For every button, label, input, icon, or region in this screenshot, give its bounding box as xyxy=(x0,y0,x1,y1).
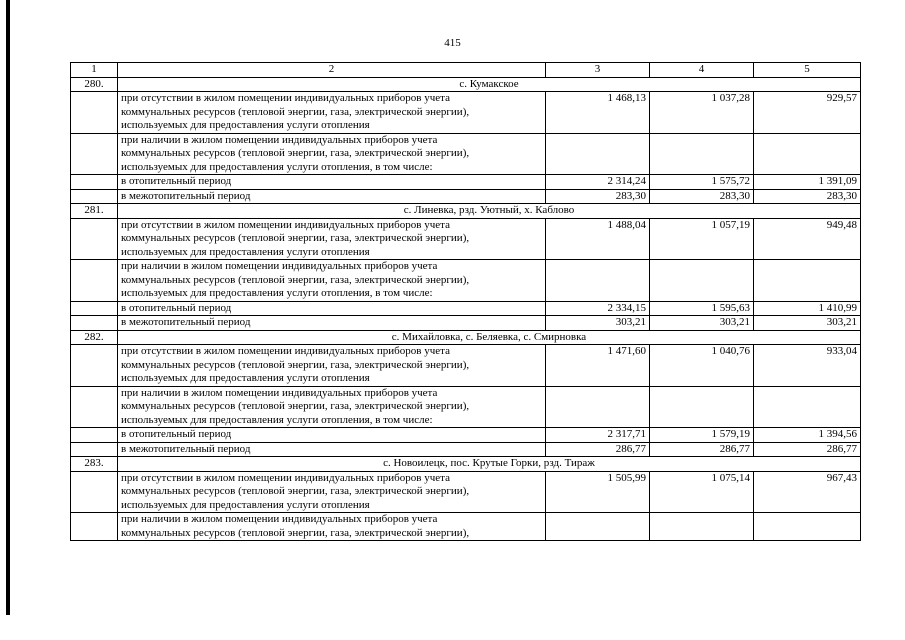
value-cell-col-3: 2 314,24 xyxy=(546,175,650,190)
description-cell: в межотопительный период xyxy=(118,316,546,331)
empty-number-cell xyxy=(71,513,118,541)
description-cell: при наличии в жилом помещении индивидуальных приборов учета коммунальных ресурсов (тепловой энергии, газа, электрической энергии), используемых для предоставления услуги отопления, в том числе: xyxy=(118,386,546,428)
table-row xyxy=(71,175,861,190)
value-cell-col-5 xyxy=(754,386,861,428)
empty-number-cell xyxy=(71,345,118,387)
empty-number-cell xyxy=(71,133,118,175)
group-header-row xyxy=(71,330,861,345)
value-cell-col-5: 933,04 xyxy=(754,345,861,387)
empty-number-cell xyxy=(71,442,118,457)
page-edge-bar xyxy=(6,0,10,615)
value-cell-col-3: 1 488,04 xyxy=(546,218,650,260)
description-cell: в межотопительный период xyxy=(118,442,546,457)
empty-number-cell xyxy=(71,175,118,190)
group-header-row xyxy=(71,457,861,472)
table-row xyxy=(71,218,861,260)
group-header-row xyxy=(71,204,861,219)
value-cell-col-5: 303,21 xyxy=(754,316,861,331)
value-cell-col-3 xyxy=(546,133,650,175)
table-row xyxy=(71,513,861,541)
value-cell-col-3: 1 468,13 xyxy=(546,92,650,134)
table-row xyxy=(71,301,861,316)
description-cell: при наличии в жилом помещении индивидуальных приборов учета коммунальных ресурсов (тепловой энергии, газа, электрической энергии), используемых для предоставления услуги отопления, в том числе: xyxy=(118,260,546,302)
value-cell-col-3 xyxy=(546,260,650,302)
empty-number-cell xyxy=(71,471,118,513)
tariff-table xyxy=(70,62,861,541)
page-number: 415 xyxy=(444,37,461,49)
table-row xyxy=(71,316,861,331)
empty-number-cell xyxy=(71,260,118,302)
value-cell-col-4: 303,21 xyxy=(650,316,754,331)
value-cell-col-5: 1 391,09 xyxy=(754,175,861,190)
description-cell: при наличии в жилом помещении индивидуальных приборов учета коммунальных ресурсов (тепловой энергии, газа, электрической энергии), используемых для предоставления услуги отопления, в том числе: xyxy=(118,133,546,175)
value-cell-col-5: 283,30 xyxy=(754,189,861,204)
value-cell-col-3: 283,30 xyxy=(546,189,650,204)
row-number: 283. xyxy=(71,457,118,472)
description-cell: при отсутствии в жилом помещении индивидуальных приборов учета коммунальных ресурсов (тепловой энергии, газа, электрической энергии), используемых для предоставления услуги отопления xyxy=(118,218,546,260)
value-cell-col-4: 283,30 xyxy=(650,189,754,204)
value-cell-col-3 xyxy=(546,513,650,541)
settlement-name: с. Михайловка, с. Беляевка, с. Смирновка xyxy=(118,330,861,345)
empty-number-cell xyxy=(71,301,118,316)
header-cell-1: 1 xyxy=(71,63,118,78)
row-number: 280. xyxy=(71,77,118,92)
row-number: 282. xyxy=(71,330,118,345)
empty-number-cell xyxy=(71,218,118,260)
row-number: 281. xyxy=(71,204,118,219)
description-cell: при наличии в жилом помещении индивидуальных приборов учета коммунальных ресурсов (тепловой энергии, газа, электрической энергии), xyxy=(118,513,546,541)
empty-number-cell xyxy=(71,428,118,443)
header-cell-5: 5 xyxy=(754,63,861,78)
value-cell-col-4 xyxy=(650,513,754,541)
value-cell-col-3: 2 317,71 xyxy=(546,428,650,443)
value-cell-col-5: 1 410,99 xyxy=(754,301,861,316)
description-cell: при отсутствии в жилом помещении индивидуальных приборов учета коммунальных ресурсов (тепловой энергии, газа, электрической энергии), используемых для предоставления услуги отопления xyxy=(118,471,546,513)
description-cell: в межотопительный период xyxy=(118,189,546,204)
table-row xyxy=(71,345,861,387)
value-cell-col-4 xyxy=(650,260,754,302)
value-cell-col-5: 929,57 xyxy=(754,92,861,134)
value-cell-col-4: 1 075,14 xyxy=(650,471,754,513)
value-cell-col-4: 1 037,28 xyxy=(650,92,754,134)
value-cell-col-5: 949,48 xyxy=(754,218,861,260)
settlement-name: с. Новоилецк, пос. Крутые Горки, рзд. Тираж xyxy=(118,457,861,472)
value-cell-col-5: 967,43 xyxy=(754,471,861,513)
value-cell-col-5: 1 394,56 xyxy=(754,428,861,443)
group-header-row xyxy=(71,77,861,92)
table-row xyxy=(71,386,861,428)
value-cell-col-3: 1 505,99 xyxy=(546,471,650,513)
settlement-name: с. Линевка, рзд. Уютный, х. Каблово xyxy=(118,204,861,219)
value-cell-col-5 xyxy=(754,133,861,175)
table-row xyxy=(71,471,861,513)
description-cell: при отсутствии в жилом помещении индивидуальных приборов учета коммунальных ресурсов (тепловой энергии, газа, электрической энергии), используемых для предоставления услуги отопления xyxy=(118,92,546,134)
value-cell-col-5: 286,77 xyxy=(754,442,861,457)
value-cell-col-3: 303,21 xyxy=(546,316,650,331)
header-cell-3: 3 xyxy=(546,63,650,78)
header-cell-2: 2 xyxy=(118,63,546,78)
description-cell: при отсутствии в жилом помещении индивидуальных приборов учета коммунальных ресурсов (тепловой энергии, газа, электрической энергии), используемых для предоставления услуги отопления xyxy=(118,345,546,387)
table-row xyxy=(71,189,861,204)
value-cell-col-5 xyxy=(754,513,861,541)
value-cell-col-3: 2 334,15 xyxy=(546,301,650,316)
value-cell-col-4 xyxy=(650,133,754,175)
header-row xyxy=(71,63,861,78)
value-cell-col-4: 286,77 xyxy=(650,442,754,457)
value-cell-col-4: 1 575,72 xyxy=(650,175,754,190)
value-cell-col-4: 1 040,76 xyxy=(650,345,754,387)
settlement-name: с. Кумакское xyxy=(118,77,861,92)
table-row xyxy=(71,92,861,134)
empty-number-cell xyxy=(71,189,118,204)
value-cell-col-3: 1 471,60 xyxy=(546,345,650,387)
value-cell-col-4: 1 595,63 xyxy=(650,301,754,316)
value-cell-col-3: 286,77 xyxy=(546,442,650,457)
value-cell-col-4: 1 057,19 xyxy=(650,218,754,260)
table-row xyxy=(71,428,861,443)
table-row xyxy=(71,260,861,302)
header-cell-4: 4 xyxy=(650,63,754,78)
description-cell: в отопительный период xyxy=(118,301,546,316)
empty-number-cell xyxy=(71,92,118,134)
table-row xyxy=(71,133,861,175)
table-row xyxy=(71,442,861,457)
empty-number-cell xyxy=(71,386,118,428)
empty-number-cell xyxy=(71,316,118,331)
value-cell-col-5 xyxy=(754,260,861,302)
description-cell: в отопительный период xyxy=(118,428,546,443)
description-cell: в отопительный период xyxy=(118,175,546,190)
value-cell-col-4: 1 579,19 xyxy=(650,428,754,443)
value-cell-col-4 xyxy=(650,386,754,428)
value-cell-col-3 xyxy=(546,386,650,428)
